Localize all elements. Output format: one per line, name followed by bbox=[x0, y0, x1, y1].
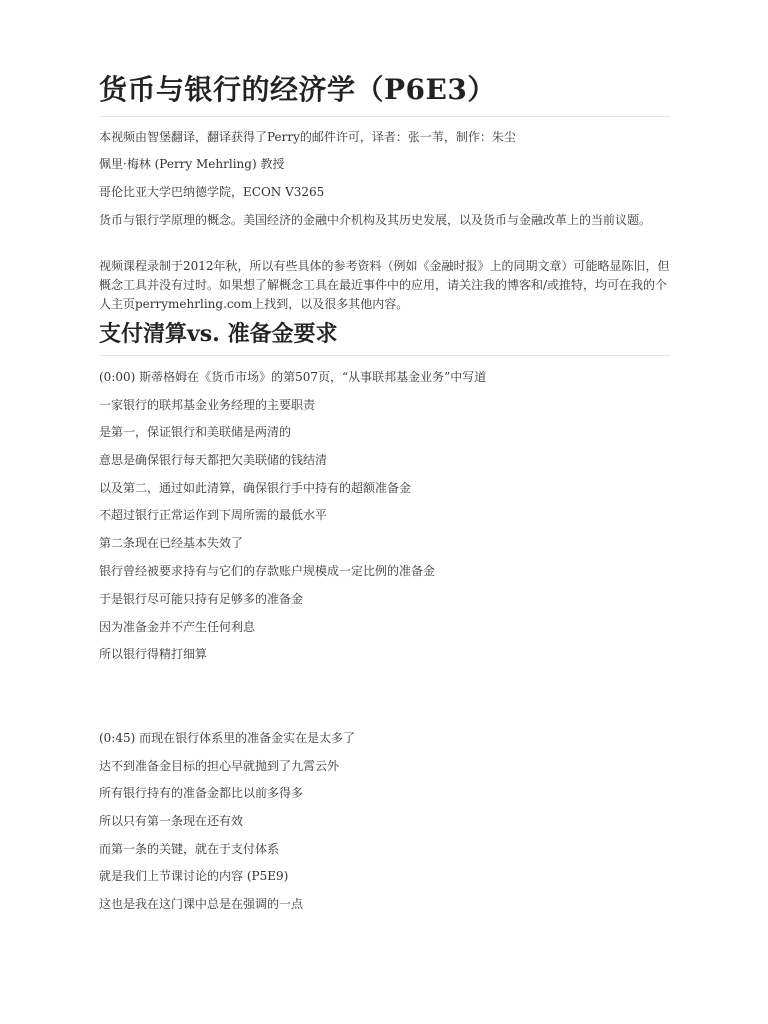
transcript-line: 意思是确保银行每天都把欠美联储的钱结清 bbox=[99, 453, 328, 467]
transcript-line: 于是银行尽可能只持有足够多的准备金 bbox=[99, 592, 304, 606]
school-line: 哥伦比亚大学巴纳德学院，ECON V3265 bbox=[99, 185, 325, 199]
page-title: 货币与银行的经济学（P6E3） bbox=[99, 73, 496, 106]
transcript-line: 所有银行持有的准备金都比以前多得多 bbox=[99, 786, 304, 800]
transcript-line: 就是我们上节课讨论的内容 (P5E9) bbox=[99, 869, 289, 883]
transcript-line: (0:45) 而现在银行体系里的准备金实在是太多了 bbox=[99, 731, 356, 745]
transcript-line: 所以银行得精打细算 bbox=[99, 647, 208, 661]
transcript-line: 第二条现在已经基本失效了 bbox=[99, 536, 244, 550]
transcript-line: 不超过银行正常运作到下周所需的最低水平 bbox=[99, 508, 328, 522]
transcript-line: 因为准备金并不产生任何利息 bbox=[99, 620, 256, 634]
transcript-line: 是第一，保证银行和美联储是两清的 bbox=[99, 425, 292, 439]
transcript-line: 一家银行的联邦基金业务经理的主要职责 bbox=[99, 398, 316, 412]
recording-note: 视频课程录制于2012年秋，所以有些具体的参考资料（例如《金融时报》上的同期文章）可能略显陈旧，但概念工具并没有过时。如果想了解概念工具在最近事件中的应用，请关注我的博客和/或推特，均可在我的个人主页perrymehrling.com上找到，以及很多其他内容。 bbox=[99, 259, 670, 311]
transcript-line: 所以只有第一条现在还有效 bbox=[99, 814, 244, 828]
section-title: 支付清算vs. 准备金要求 bbox=[99, 321, 338, 347]
professor-line: 佩里·梅林 (Perry Mehrling) 教授 bbox=[99, 157, 285, 171]
title-divider bbox=[99, 116, 670, 117]
transcript-line: 银行曾经被要求持有与它们的存款账户规模成一定比例的准备金 bbox=[99, 564, 436, 578]
transcript-line: (0:00) 斯蒂格姆在《货币市场》的第507页，“从事联邦基金业务”中写道 bbox=[99, 370, 487, 384]
course-description: 货币与银行学原理的概念。美国经济的金融中介机构及其历史发展，以及货币与金融改革上的当前议题。 bbox=[99, 213, 652, 227]
transcript-line: 而第一条的关键，就在于支付体系 bbox=[99, 842, 280, 856]
section-divider bbox=[99, 355, 670, 356]
transcript-line: 达不到准备金目标的担心早就抛到了九霄云外 bbox=[99, 759, 340, 773]
transcript-line: 以及第二，通过如此清算，确保银行手中持有的超额准备金 bbox=[99, 481, 412, 495]
translation-note: 本视频由智堡翻译，翻译获得了Perry的邮件许可，译者：张一苇，制作：朱尘 bbox=[99, 130, 516, 144]
transcript-line: 这也是我在这门课中总是在强调的一点 bbox=[99, 897, 304, 911]
